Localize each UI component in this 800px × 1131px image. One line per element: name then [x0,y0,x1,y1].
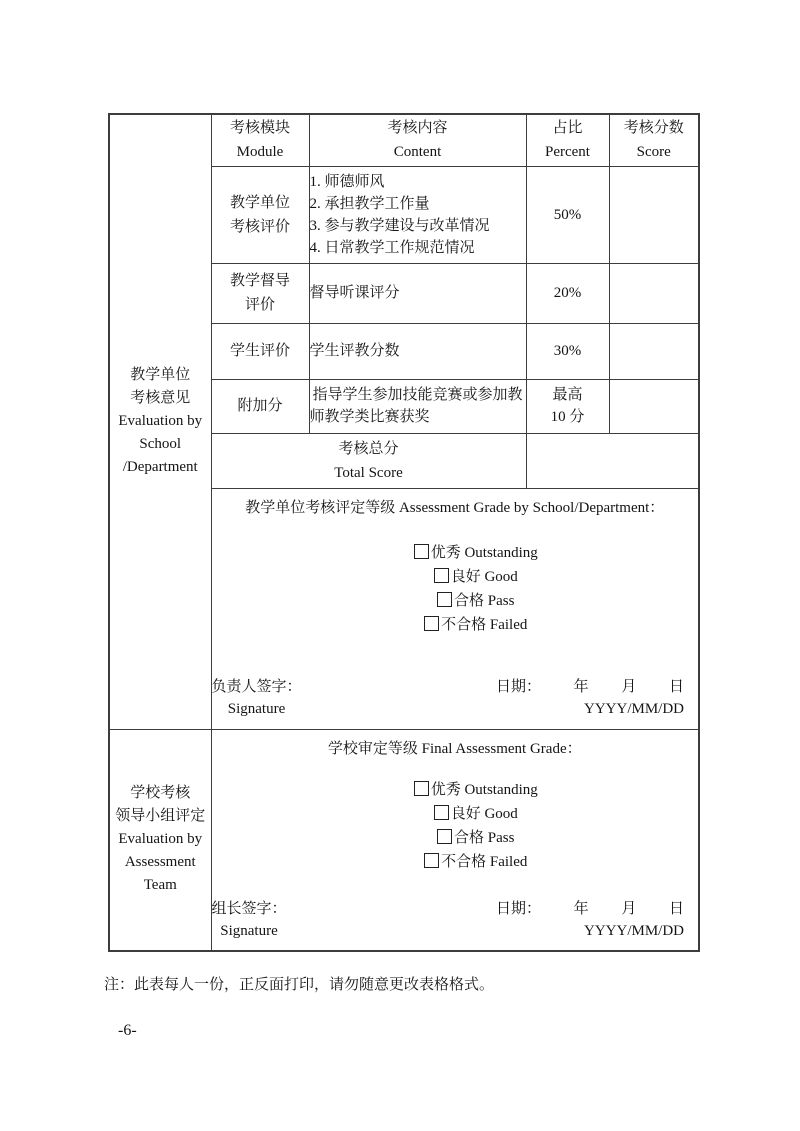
row2-score-cell [609,263,699,323]
content-line: 1. 师德师风 [309,173,385,190]
date-day-label: 日 [668,679,684,695]
footer-note: 注：此表每人一份，正反面打印，请勿随意更改表格格式。 [104,977,495,993]
percent-value: 30% [553,343,582,359]
module-label: 附加分 [237,398,283,414]
module-label: 学生评价 [229,343,290,359]
section1-label-cell [109,114,211,729]
content-line: 3. 参与教学建设与改革情况 [309,217,490,234]
grade-option-label: 合格 Pass [454,829,515,846]
percent-value: 50% [553,206,582,223]
section1-label-line: Evaluation by [118,413,203,430]
section2-label-cell [109,729,211,951]
row2-module-cell [211,263,309,323]
total-score-label-cell [211,433,526,488]
content-line: 学生评教分数 [309,343,400,359]
module-label: 考核评价 [229,218,290,235]
grade-option-failed [254,613,699,637]
row3-module-cell [211,323,309,379]
grade-option-label: 合格 Pass [454,593,515,609]
row1-score-cell [609,166,699,263]
section2-label-line: 学校考核 [130,785,191,802]
grade-option-label: 优秀 Outstanding [430,781,538,798]
grade-option-good [254,565,699,589]
row4-content-cell [309,379,526,433]
header-score-zh: 考核分数 [623,120,684,137]
section2-label-line: 领导小组评定 [115,808,206,825]
final-option-good [254,802,699,826]
row4-score-cell [609,379,699,433]
table-header-row [109,114,699,166]
date-month-label: 月 [621,900,637,917]
percent-value: 10 分 [550,409,585,425]
row2-content-cell [309,263,526,323]
signature-label-en: Signature [220,922,278,939]
row2-percent-cell [526,263,609,323]
date-label: 日期： [496,900,542,917]
signature-block [212,898,287,942]
header-percent [526,114,609,166]
date-format: YYYY/MM/DD [583,922,684,939]
header-content [309,114,526,166]
row4-percent-cell [526,379,609,433]
total-score-en: Total Score [334,464,403,481]
assessment-form-table [108,113,700,952]
date-year-label: 年 [573,900,589,917]
checkbox-icon[interactable] [414,781,429,796]
grade-option-label: 不合格 Failed [441,617,528,633]
checkbox-icon[interactable] [424,616,439,631]
row1-percent-cell [526,166,609,263]
grade-option-label: 优秀 Outstanding [430,545,538,561]
section1-label-line: /Department [122,459,198,476]
checkbox-icon[interactable] [437,829,452,844]
checkbox-icon[interactable] [434,805,449,820]
header-percent-en: Percent [545,144,590,161]
total-score-value-cell [526,433,699,488]
page-number: -6- [118,1022,137,1039]
final-option-pass [254,826,699,850]
row3-score-cell [609,323,699,379]
final-option-failed [254,850,699,874]
date-day-label: 日 [668,900,684,917]
section1-label-line: School [139,436,182,453]
section2-grade-title: 学校审定等级 Final Assessment Grade： [327,740,582,757]
row3-content-cell [309,323,526,379]
date-label: 日期： [496,679,542,695]
signature-label-zh: 组长签字： [211,900,287,917]
header-score [609,114,699,166]
module-label: 评价 [244,297,275,313]
section1-grade-cell [211,488,699,729]
date-block [496,898,684,942]
section2-label-line: Team [143,877,177,894]
section2-row [109,729,699,951]
checkbox-icon[interactable] [424,853,439,868]
section2-label-line: Assessment [124,854,196,871]
row1-module-cell [211,166,309,263]
module-label: 教学单位 [229,194,290,211]
date-format: YYYY/MM/DD [583,701,684,717]
grade-option-label: 良好 Good [450,805,518,822]
section1-grade-title: 教学单位考核评定等级 Assessment Grade by School/Department： [245,500,665,516]
checkbox-icon[interactable] [434,568,449,583]
percent-value: 最高 [552,387,583,403]
grade-option-pass [254,589,699,613]
content-line: 2. 承担教学工作量 [309,195,430,212]
header-content-en: Content [393,144,442,161]
header-module [211,114,309,166]
content-line: 指导学生参加技能竞赛或参加教师教学类比赛获奖 [309,387,523,425]
signature-label-en: Signature [227,701,286,717]
module-label: 教学督导 [229,273,290,289]
header-percent-zh: 占比 [552,120,583,137]
checkbox-icon[interactable] [414,544,429,559]
section2-label-line: Evaluation by [118,831,203,848]
signature-label-zh: 负责人签字： [211,679,302,695]
date-year-label: 年 [573,679,589,695]
header-content-zh: 考核内容 [387,120,448,137]
checkbox-icon[interactable] [437,592,452,607]
header-module-en: Module [236,144,284,161]
total-score-zh: 考核总分 [338,440,399,457]
date-month-label: 月 [621,679,637,695]
percent-value: 20% [553,285,582,301]
row3-percent-cell [526,323,609,379]
header-score-en: Score [636,144,671,161]
section1-label-line: 教学单位 [130,367,191,384]
grade-option-label: 不合格 Failed [441,853,528,870]
date-block [496,676,684,720]
content-line: 督导听课评分 [309,285,400,301]
section2-grade-cell [211,729,699,951]
section1-label-line: 考核意见 [130,390,191,407]
row1-content-cell [309,166,526,263]
row4-module-cell [211,379,309,433]
final-option-outstanding [254,778,699,802]
grade-option-outstanding [254,541,699,565]
header-module-zh: 考核模块 [229,120,290,137]
signature-block [212,676,302,720]
grade-option-label: 良好 Good [450,569,518,585]
content-line: 4. 日常教学工作规范情况 [309,239,475,256]
